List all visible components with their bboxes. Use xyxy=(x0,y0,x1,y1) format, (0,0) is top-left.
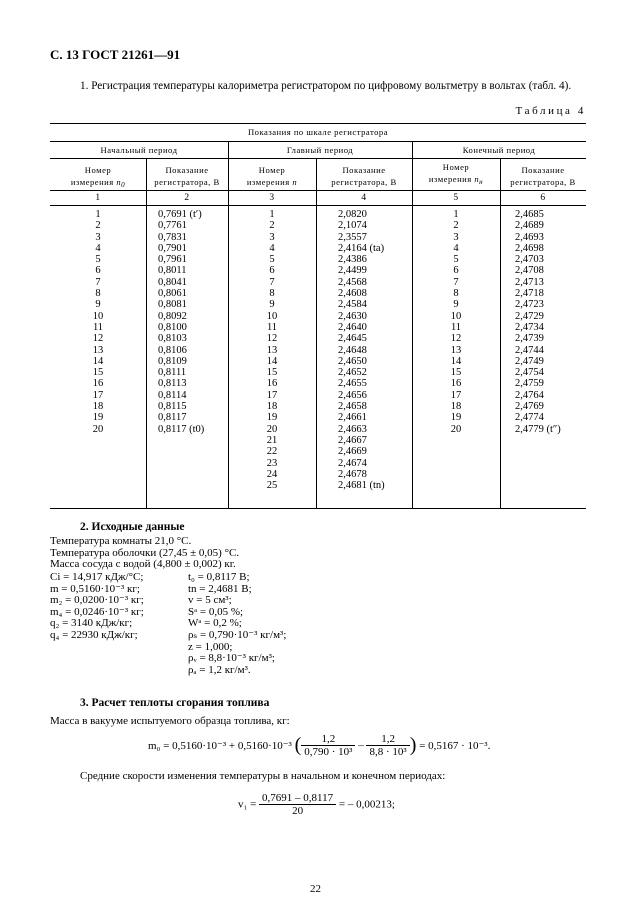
param-line: q₂ = 3140 кДж/кг; xyxy=(50,617,133,630)
speed-text: Средние скорости изменения температуры в начальном и конечном периодах: xyxy=(80,770,446,782)
table-cell-main-reading: 2,3557 xyxy=(338,231,367,243)
table-cell-n: 4 xyxy=(269,242,275,254)
table-cell-n: 21 xyxy=(266,434,278,446)
page-number: 22 xyxy=(310,883,321,895)
table-cell-n: 8 xyxy=(269,288,275,300)
table-cell-nn: 15 xyxy=(450,367,462,379)
table-cell-main-reading: 2,4630 xyxy=(338,310,367,322)
table-cell-n0: 4 xyxy=(95,242,101,254)
table-cell-main-reading: 2,0820 xyxy=(338,209,367,220)
table-cell-n0: 20 xyxy=(92,423,104,435)
table-cell-n: 16 xyxy=(266,378,278,390)
table-cell-nn: 11 xyxy=(450,321,462,333)
table-cell-final-reading: 2,4708 xyxy=(515,265,544,277)
table-cell-final-reading: 2,4774 xyxy=(515,412,544,424)
col-number-2: 2 xyxy=(184,193,190,203)
table-cell-main-reading: 2,4648 xyxy=(338,344,367,356)
table-cell-initial-reading: 0,7761 xyxy=(158,220,187,232)
table-cell-n: 5 xyxy=(269,254,275,266)
table-cell-initial-reading: 0,8114 xyxy=(158,389,187,401)
column-1 xyxy=(50,209,146,435)
table-cell-n: 7 xyxy=(269,276,275,288)
table-cell-final-reading: 2,4689 xyxy=(515,220,544,232)
equation-mass: m₀ = 0,5160·10⁻³ + 0,5160·10⁻³ ( $\frac{1,2}{\text{0,790 · 10³}}$ – $\frac{1,2}{\text{8,8 · 10³}}$ ) = 0,5167 · 10⁻³. xyxy=(148,733,491,758)
params-left xyxy=(50,572,144,642)
table-cell-final-reading: 2,4713 xyxy=(515,276,544,288)
column-5 xyxy=(412,209,500,435)
section-1-text: 1. Регистрация температуры калориметра регистратором по цифровому вольтметру в вольтах (табл. 4). xyxy=(80,80,572,92)
table-cell-main-reading: 2,4656 xyxy=(338,389,367,401)
table-cell-main-reading: 2,4674 xyxy=(338,457,367,469)
col-number-4: 4 xyxy=(361,193,367,203)
table-cell-nn: 8 xyxy=(453,288,459,300)
table-cell-n0: 11 xyxy=(92,321,104,333)
table-cell-n0: 19 xyxy=(92,412,104,424)
table-cell-final-reading: 2,4718 xyxy=(515,288,544,300)
table-cell-final-reading: 2,4744 xyxy=(515,344,544,356)
param-line: Wᵃ = 0,2 %; xyxy=(188,617,242,630)
table-cell-n0: 6 xyxy=(95,265,101,277)
period-main: Главный период xyxy=(286,145,354,155)
table-cell-nn: 20 xyxy=(450,423,462,435)
param-line: q₄ = 22930 кДж/кг; xyxy=(50,628,138,641)
section-2-text: Температура комнаты 21,0 °C. Температура оболочки (27,45 ± 0,05) °C. Масса сосуда с водой (4,800 ± 0,002) кг. xyxy=(50,535,240,571)
col-number-1: 1 xyxy=(95,193,101,203)
table-cell-main-reading: 2,4164 (tа) xyxy=(338,242,385,254)
table-cell-n0: 3 xyxy=(95,231,101,243)
table-cell-n: 23 xyxy=(266,457,278,469)
table-cell-initial-reading: 0,8106 xyxy=(158,344,187,356)
table-cell-final-reading: 2,4779 (t″) xyxy=(515,423,561,435)
table-cell-initial-reading: 0,8011 xyxy=(158,265,187,277)
table-cell-nn: 9 xyxy=(453,299,459,311)
param-line: ρᵥ = 8,8·10⁻³ кг/м³; xyxy=(188,652,275,665)
table-cell-nn: 5 xyxy=(453,254,459,266)
table-cell-n: 17 xyxy=(266,389,278,401)
table-cell-n0: 2 xyxy=(95,220,101,232)
col-number-5: 5 xyxy=(453,193,459,203)
table-cell-final-reading: 2,4729 xyxy=(515,310,544,322)
table-cell-n: 3 xyxy=(269,231,275,243)
col-header-3: Номер измерения n xyxy=(246,165,298,187)
table-cell-final-reading: 2,4749 xyxy=(515,355,544,367)
table-cell-main-reading: 2,4669 xyxy=(338,446,367,458)
param-line: ρₛ = 0,790·10⁻³ кг/м³; xyxy=(188,628,287,641)
page-header: С. 13 ГОСТ 21261—91 xyxy=(50,47,181,62)
table-cell-n: 10 xyxy=(266,310,278,322)
table-cell-n0: 10 xyxy=(92,310,104,322)
table-cell-nn: 18 xyxy=(450,401,462,413)
equation-speed: v₁ = $\frac{0,7691 - 0,8117}{20}$ = – 0,00213; xyxy=(238,792,395,817)
table-cell-final-reading: 2,4703 xyxy=(515,254,544,266)
param-line: z = 1,000; xyxy=(188,640,233,653)
table-cell-final-reading: 2,4685 xyxy=(515,209,544,220)
table-cell-nn: 6 xyxy=(453,265,459,277)
table-top-header: Показания по шкале регистратора xyxy=(247,127,389,137)
table-cell-n0: 16 xyxy=(92,378,104,390)
col-header-1: Номер измерения $n_0$ xyxy=(70,165,126,189)
table-cell-main-reading: 2,4650 xyxy=(338,355,367,367)
table-cell-initial-reading: 0,8081 xyxy=(158,299,187,311)
table-cell-nn: 12 xyxy=(450,333,462,345)
table-cell-initial-reading: 0,7901 xyxy=(158,242,187,254)
param-line: Ci = 14,917 кДж/°C; xyxy=(50,571,144,583)
table-cell-nn: 16 xyxy=(450,378,462,390)
table-cell-n: 9 xyxy=(269,299,275,311)
table-cell-main-reading: 2,4652 xyxy=(338,367,367,379)
table-cell-main-reading: 2,4667 xyxy=(338,434,367,446)
table-cell-initial-reading: 0,8103 xyxy=(158,333,187,345)
table-cell-main-reading: 2,4658 xyxy=(338,401,367,413)
table-cell-main-reading: 2,4584 xyxy=(338,299,367,311)
table-caption: Таблица 4 xyxy=(515,105,586,117)
table-cell-nn: 2 xyxy=(453,220,459,232)
table-cell-initial-reading: 0,7831 xyxy=(158,231,187,243)
column-4 xyxy=(338,209,412,491)
param-line: m₄ = 0,0246·10⁻³ кг; xyxy=(50,605,144,618)
col-header-6: Показание регистратора, В xyxy=(510,165,576,187)
table-cell-nn: 10 xyxy=(450,310,462,322)
param-line: m₂ = 0,0200·10⁻³ кг; xyxy=(50,594,144,607)
col-number-3: 3 xyxy=(269,193,275,203)
table-cell-nn: 17 xyxy=(450,389,462,401)
table-cell-n: 20 xyxy=(266,423,278,435)
table-cell-main-reading: 2,4640 xyxy=(338,321,367,333)
table-cell-n: 6 xyxy=(269,265,275,277)
column-6 xyxy=(515,209,586,435)
table-cell-main-reading: 2,4663 xyxy=(338,423,367,435)
table-cell-nn: 14 xyxy=(450,355,462,367)
params-right xyxy=(188,572,286,676)
table-cell-final-reading: 2,4723 xyxy=(515,299,544,311)
column-2 xyxy=(158,209,228,435)
table-cell-final-reading: 2,4764 xyxy=(515,389,544,401)
param-line: ρₐ = 1,2 кг/м³. xyxy=(188,663,251,676)
table-cell-main-reading: 2,4678 xyxy=(338,468,367,480)
table-cell-nn: 13 xyxy=(450,344,462,356)
table-cell-nn: 3 xyxy=(453,231,459,243)
table-cell-n0: 9 xyxy=(95,299,101,311)
table-cell-initial-reading: 0,8100 xyxy=(158,321,187,333)
col-header-5: Номер измерения $n_н$ xyxy=(428,162,484,186)
table-cell-n: 13 xyxy=(266,344,278,356)
param-line: tn = 2,4681 В; xyxy=(188,582,252,595)
table-cell-n: 24 xyxy=(266,468,278,480)
table-cell-n0: 18 xyxy=(92,401,104,413)
table-cell-n0: 15 xyxy=(92,367,104,379)
table-cell-main-reading: 2,4661 xyxy=(338,412,367,424)
section-3-title: 3. Расчет теплоты сгорания топлива xyxy=(80,697,270,709)
col-header-4: Показание регистратора, В xyxy=(331,165,397,187)
table-cell-initial-reading: 0,8092 xyxy=(158,310,187,322)
table-cell-final-reading: 2,4769 xyxy=(515,401,544,413)
period-initial: Начальный период xyxy=(100,145,178,155)
table-cell-main-reading: 2,4499 xyxy=(338,265,367,277)
column-3 xyxy=(228,209,316,491)
table-cell-nn: 4 xyxy=(453,242,459,254)
table-cell-initial-reading: 0,8061 xyxy=(158,288,187,300)
table-cell-n: 15 xyxy=(266,367,278,379)
section-2-title: 2. Исходные данные xyxy=(80,521,185,533)
table-cell-final-reading: 2,4759 xyxy=(515,378,544,390)
table-cell-nn: 19 xyxy=(450,412,462,424)
table-cell-initial-reading: 0,8115 xyxy=(158,401,187,413)
table-cell-n: 11 xyxy=(266,321,278,333)
table-cell-n0: 5 xyxy=(95,254,101,266)
table-cell-n: 14 xyxy=(266,355,278,367)
table-cell-n: 1 xyxy=(269,209,275,220)
table-cell-initial-reading: 0,7691 (t′) xyxy=(158,209,202,220)
col-number-6: 6 xyxy=(540,193,546,203)
param-line: m = 0,5160·10⁻³ кг; xyxy=(50,582,140,595)
table-cell-n: 22 xyxy=(266,446,278,458)
table-cell-final-reading: 2,4693 xyxy=(515,231,544,243)
table-cell-n: 19 xyxy=(266,412,278,424)
table-cell-n0: 12 xyxy=(92,333,104,345)
table-cell-nn: 1 xyxy=(453,209,459,220)
table-cell-final-reading: 2,4739 xyxy=(515,333,544,345)
table-cell-n: 12 xyxy=(266,333,278,345)
table-cell-initial-reading: 0,8111 xyxy=(158,367,187,379)
table-cell-final-reading: 2,4698 xyxy=(515,242,544,254)
table-cell-main-reading: 2,4386 xyxy=(338,254,367,266)
table-cell-n0: 7 xyxy=(95,276,101,288)
table-cell-main-reading: 2,4645 xyxy=(338,333,367,345)
table-cell-main-reading: 2,4568 xyxy=(338,276,367,288)
table-cell-initial-reading: 0,8113 xyxy=(158,378,187,390)
table-cell-initial-reading: 0,8117 xyxy=(158,412,187,424)
table-cell-n0: 13 xyxy=(92,344,104,356)
table-cell-main-reading: 2,4608 xyxy=(338,288,367,300)
col-header-2: Показание регистратора, В xyxy=(154,165,220,187)
table-cell-initial-reading: 0,7961 xyxy=(158,254,187,266)
table-cell-n: 2 xyxy=(269,220,275,232)
table-cell-initial-reading: 0,8041 xyxy=(158,276,187,288)
table-cell-main-reading: 2,1074 xyxy=(338,220,367,232)
table-cell-n0: 8 xyxy=(95,288,101,300)
table-cell-n0: 17 xyxy=(92,389,104,401)
param-line: v = 5 см³; xyxy=(188,594,232,607)
table-cell-final-reading: 2,4754 xyxy=(515,367,544,379)
param-line: t₀ = 0,8117 В; xyxy=(188,571,250,583)
table-cell-final-reading: 2,4734 xyxy=(515,321,544,333)
table-cell-n: 18 xyxy=(266,401,278,413)
table-cell-n0: 14 xyxy=(92,355,104,367)
param-line: Sᵃ = 0,05 %; xyxy=(188,605,244,618)
table-cell-n0: 1 xyxy=(95,209,101,220)
table-cell-main-reading: 2,4655 xyxy=(338,378,367,390)
period-final: Конечный период xyxy=(462,145,536,155)
table-cell-initial-reading: 0,8109 xyxy=(158,355,187,367)
table-cell-main-reading: 2,4681 (tn) xyxy=(338,480,385,492)
mass-text: Масса в вакууме испытуемого образца топлива, кг: xyxy=(50,715,290,727)
table-cell-nn: 7 xyxy=(453,276,459,288)
table-cell-initial-reading: 0,8117 (t0) xyxy=(158,423,205,435)
table-cell-n: 25 xyxy=(266,480,278,492)
